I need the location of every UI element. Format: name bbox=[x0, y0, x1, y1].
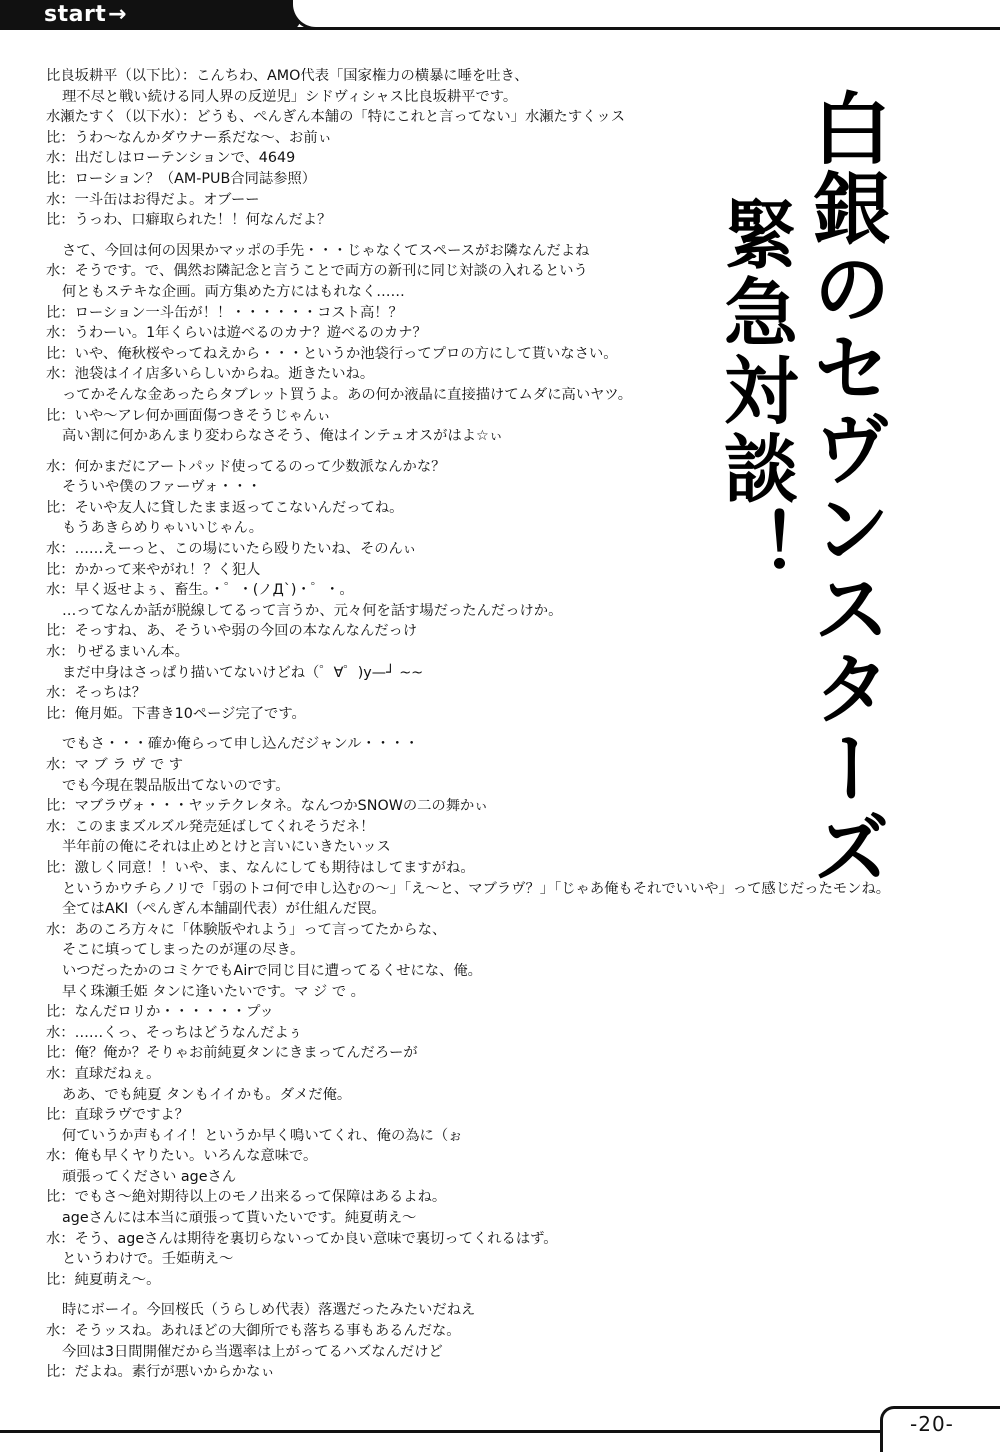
dialogue-line: 比：だよね。素行が悪いからかなぃ bbox=[46, 1364, 275, 1381]
dialogue-line: 水：そうッスね。あれほどの大御所でも落ちる事もあるんだな。 bbox=[46, 1323, 461, 1340]
vertical-subtitle: 緊急対談！ bbox=[712, 196, 798, 586]
paragraph-gap bbox=[46, 447, 906, 457]
dialogue-line: というかウチらノリで「弱のトコ何で申し込むの～」「え～と、マブラヴ？」「じゃあ俺もそれでいいや」って感じだったモンね。 bbox=[62, 880, 891, 897]
vertical-title: 白銀のセヴンスターズ bbox=[800, 88, 890, 888]
dialogue-line: 水：一斗缶はお得だよ。オブーー bbox=[46, 191, 260, 208]
dialogue-line: 水：そっちは？ bbox=[46, 685, 147, 702]
dialogue-line: 水：そうです。で、偶然お隣記念と言うことで両方の新刊に同じ対談の入れるという bbox=[46, 263, 588, 280]
dialogue-line: 高い割に何かあんまり変わらなさそう、俺はインテュオスがはよ☆ぃ bbox=[62, 428, 504, 445]
dialogue-line: というわけで。壬姫萌え～ bbox=[62, 1251, 234, 1268]
dialogue-line: 水：直球だねぇ。 bbox=[46, 1065, 161, 1082]
dialogue-line: 水瀬たすく（以下水）：どうも、ぺんぎん本舗の「特にこれと言ってない」水瀬たすくッス bbox=[46, 109, 626, 126]
page-number: -20- bbox=[910, 1412, 954, 1436]
dialogue-line: 比：いや～アレ何か画面傷つきそうじゃんぃ bbox=[46, 407, 331, 424]
dialogue-line: 比：ローション？（AM-PUB合同誌参照） bbox=[46, 170, 317, 187]
dialogue-line: 水：……くっ、そっちはどうなんだよぅ bbox=[46, 1024, 303, 1041]
dialogue-line: 水：池袋はイイ店多いらしいからね。逝きたいね。 bbox=[46, 366, 375, 383]
dialogue-line: 半年前の俺にそれは止めとけと言いにいきたいッス bbox=[62, 839, 391, 856]
dialogue-line: 水：……えーっと、この場にいたら殴りたいね、そのんぃ bbox=[46, 541, 417, 558]
dialogue-line: 水：あのころ方々に「体験版やれよう」って言ってたからな、 bbox=[46, 921, 447, 938]
footer-rule bbox=[0, 1430, 890, 1433]
dialogue-line: 比：いや、俺秋桜やってねえから・・・というか池袋行ってプロの方にして貰いなさい。 bbox=[46, 345, 618, 362]
dialogue-line: 理不尽と戦い続ける同人界の反逆児」シドヴィシャス比良坂耕平です。 bbox=[62, 88, 518, 105]
dialogue-line: そこに填ってしまったのが運の尽き。 bbox=[62, 942, 305, 959]
dialogue-line: 比：かかって来やがれ！？く犯人 bbox=[46, 561, 261, 578]
dialogue-line: 比：なんだロリか・・・・・・プッ bbox=[46, 1004, 274, 1021]
paragraph-gap bbox=[46, 1290, 906, 1300]
dialogue-line: 比：うわ～なんかダウナー系だな～、お前ぃ bbox=[46, 129, 332, 146]
dialogue-line: ってかそんな金あったらタブレット買うよ。あの何か液晶に直接描けてムダに高いヤツ。 bbox=[62, 386, 633, 403]
dialogue-line: もうあきらめりゃいいじゃん。 bbox=[62, 520, 264, 537]
dialogue-line: まだ中身はさっぱり描いてないけどね（゜∀゜)y—┘ ~~ bbox=[62, 664, 424, 681]
dialogue-line: 水：りぜるまいん本。 bbox=[46, 644, 189, 661]
dialogue-line: 何ともステキな企画。両方集めた方にはもれなく…… bbox=[62, 283, 405, 300]
dialogue-line: 何ていうか声もイイ！というか早く鳴いてくれ、俺の為に（ぉ bbox=[62, 1127, 463, 1144]
dialogue-line: 比：マブラヴォ・・・ヤッテクレタネ。なんつかSNOWの二の舞かぃ bbox=[46, 798, 489, 815]
dialogue-line: 比：純夏萌え～。 bbox=[46, 1271, 161, 1288]
dialogue-line: 比：激しく同意！！いや、ま、なんにしても期待はしてますがね。 bbox=[46, 859, 475, 876]
dialogue-line: 比：うっわ、口癖取られた！！何なんだよ？ bbox=[46, 212, 332, 229]
dialogue-line: ああ、でも純夏 タンもイイかも。ダメだ俺。 bbox=[62, 1086, 352, 1103]
dialogue-line: 頑張ってください ageさん bbox=[62, 1168, 237, 1185]
dialogue-line: 比良坂耕平（以下比）：こんちわ、AMO代表「国家権力の横暴に唾を吐き、 bbox=[46, 68, 529, 84]
dialogue-line: 時にボーイ。今回桜氏（うらしめ代表）落選だったみたいだねえ bbox=[62, 1302, 476, 1319]
page-footer bbox=[0, 1406, 1000, 1452]
arrow-right-icon: → bbox=[108, 2, 127, 27]
dialogue-line: 今回は3日間開催だから当選率は上がってるハズなんだけど bbox=[62, 1343, 443, 1360]
dialogue-line: 水：何かまだにアートパッド使ってるのって少数派なんかな？ bbox=[46, 458, 446, 475]
dialogue-line: 比：ローション一斗缶が！！・・・・・・コスト高！？ bbox=[46, 304, 403, 321]
paragraph-gap bbox=[46, 724, 906, 734]
dialogue-line: ageさんには本当に頑張って貰いたいです。純夏萌え～ bbox=[62, 1210, 417, 1227]
dialogue-line: 比：直球ラヴですよ？ bbox=[46, 1107, 189, 1124]
dialogue-line: でも今現在製品版出てないのです。 bbox=[62, 777, 290, 794]
dialogue-line: 比：でもさ～絶対期待以上のモノ出来るって保障はあるよね。 bbox=[46, 1189, 447, 1206]
dialogue-line: 比：そっすね、あ、そういや弱の今回の本なんなんだっけ bbox=[46, 623, 418, 640]
dialogue-line: 全てはAKI（ぺんぎん本舗副代表）が仕組んだ罠。 bbox=[62, 901, 386, 918]
dialogue-line: 水：このままズルズル発売延ばしてくれそうだネ！ bbox=[46, 818, 375, 835]
header-label: start bbox=[44, 2, 107, 27]
paragraph-gap bbox=[46, 231, 906, 241]
dialogue-line: そういや僕のファーヴォ・・・ bbox=[62, 479, 262, 496]
page-header bbox=[0, 0, 1000, 34]
dialogue-line: 水：うわーい。1年くらいは遊べるのカナ？遊べるのカナ？ bbox=[46, 325, 427, 342]
dialogue-line: 比：俺？俺か？そりゃお前純夏タンにきまってんだろーが bbox=[46, 1045, 418, 1062]
dialogue-line: 水：早く返せよぅ、畜生。・゜・(ノД`)・゜・。 bbox=[46, 582, 354, 599]
dialogue-line: 水：そう、ageさんは期待を裏切らないってか良い意味で裏切ってくれるはず。 bbox=[46, 1230, 558, 1247]
dialogue-line: でもさ・・・確か俺らって申し込んだジャンル・・・・ bbox=[62, 736, 419, 753]
dialogue-line: 水：出だしはローテンションで、4649 bbox=[46, 150, 296, 167]
dialogue-body bbox=[46, 66, 906, 1383]
header-rule bbox=[290, 0, 1000, 30]
dialogue-line: 水：俺も早くヤりたい。いろんな意味で。 bbox=[46, 1148, 318, 1165]
dialogue-line: 比：俺月姫。下書き10ページ完了です。 bbox=[46, 705, 306, 722]
dialogue-line: 早く珠瀬壬姫 タンに逢いたいです。マ ジ で 。 bbox=[62, 983, 365, 1000]
dialogue-line: いつだったかのコミケでもAirで同じ目に遭ってるくせにな、俺。 bbox=[62, 962, 482, 979]
dialogue-line: …ってなんか話が脱線してるって言うか、元々何を話す場だったんだっけか。 bbox=[62, 602, 563, 619]
dialogue-line: 水：マ ブ ラ ヴ で す bbox=[46, 757, 184, 773]
dialogue-line: さて、今回は何の因果かマッポの手先・・・じゃなくてスペースがお隣なんだよね bbox=[62, 242, 590, 259]
dialogue-line: 比：そいや友人に貸したまま返ってこないんだってね。 bbox=[46, 499, 404, 516]
